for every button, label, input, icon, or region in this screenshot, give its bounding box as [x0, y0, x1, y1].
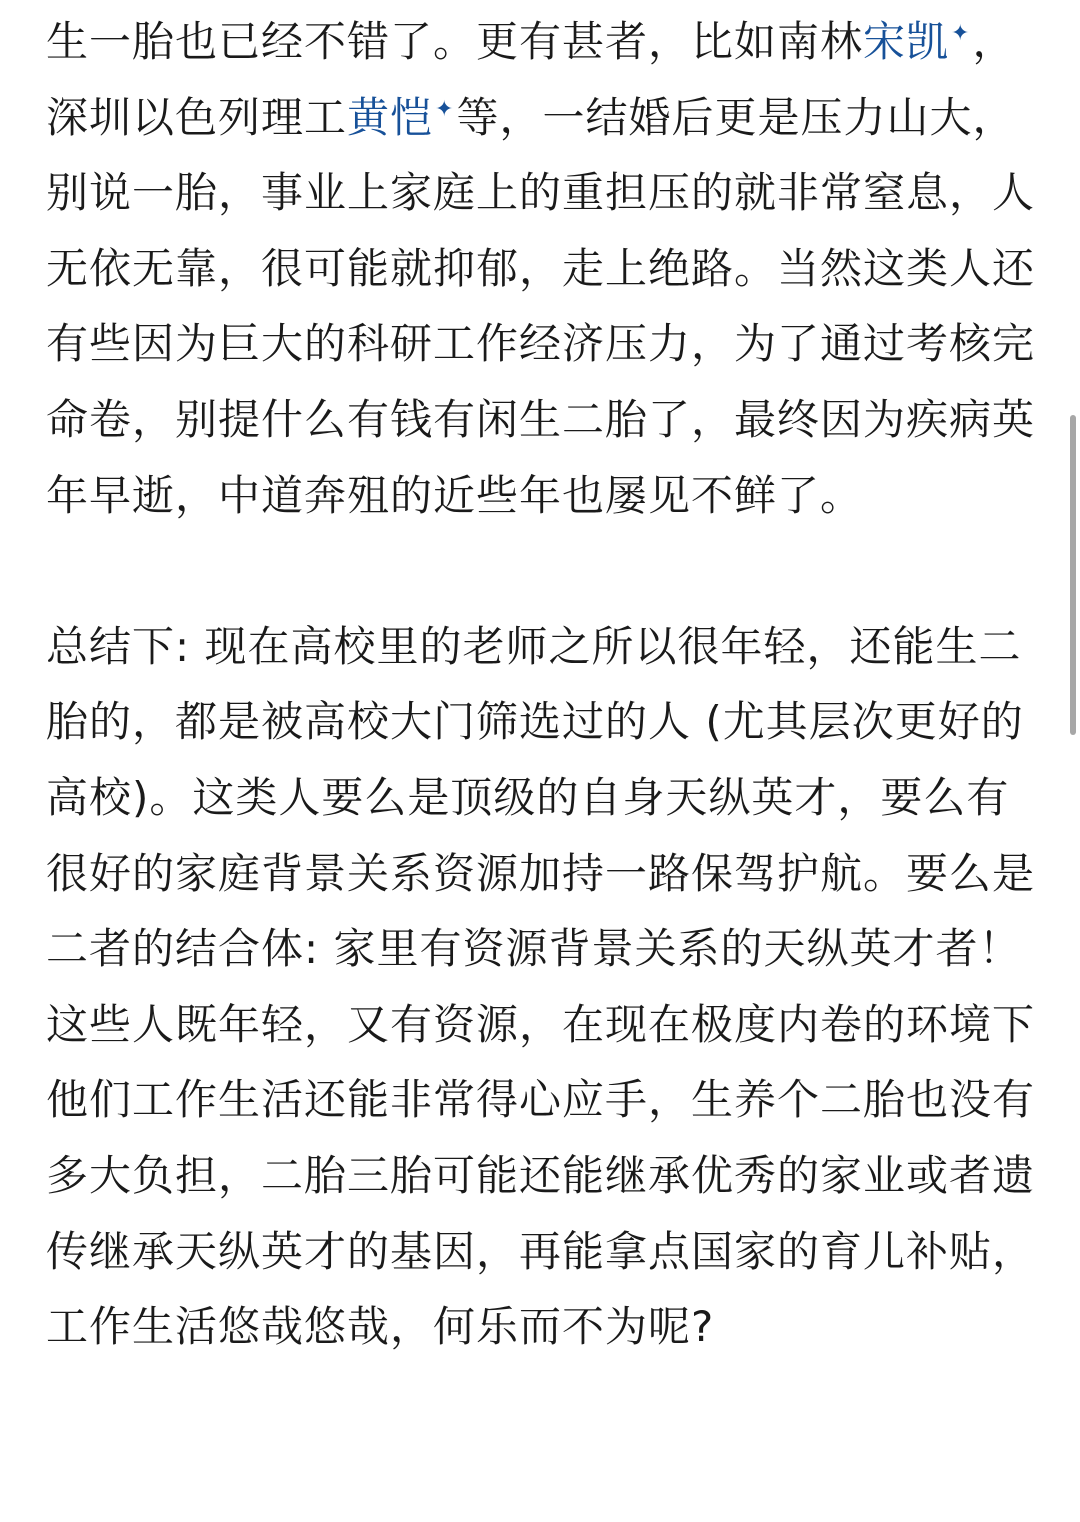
paragraph-1-text-b: ，深圳以色列理工	[46, 17, 1016, 142]
link-huang-kai[interactable]: 黄恺	[347, 92, 434, 142]
scrollbar-thumb[interactable]	[1070, 415, 1076, 735]
paragraph-1-text-c: 等，一结婚后更是压力山大，别说一胎，事业上家庭上的重担压的就非常窒息，人无依无靠，很可能就抑郁，走上绝路。当然这类人还有些因为巨大的科研工作经济压力，为了通过考核完命卷，别提什么有钱有闲生二胎了，最终因为疾病英年早逝，中道奔殂的近些年也屡见不鲜了。	[46, 92, 1036, 520]
sparkle-icon: ✦	[951, 21, 971, 46]
link-song-kai[interactable]: 宋凯	[863, 17, 950, 66]
sparkle-icon: ✦	[435, 96, 455, 122]
answer-content	[46, 4, 1036, 1365]
paragraph-2: 总结下: 现在高校里的老师之所以很年轻，还能生二胎的，都是被高校大门筛选过的人 (尤其层次更好的高校)。这类人要么是顶级的自身天纵英才，要么有很好的家庭背景关系资源加持一路保驾护航。要么是二者的结合体: 家里有资源背景关系的天纵英才者！这些人既年轻，又有资源，在现在极度内卷的环境下他们工作生活还能非常得心应手，生养个二胎也没有多大负担，二胎三胎可能还能继承优秀的家业或者遗传继承天纵英才的基因，再能拿点国家的育儿补贴，工作生活悠哉悠哉，何乐而不为呢?	[46, 621, 1036, 1352]
paragraph-1-text-a: 生一胎也已经不错了。更有甚者，比如南林	[46, 17, 864, 66]
paragraph-1	[46, 4, 1036, 533]
